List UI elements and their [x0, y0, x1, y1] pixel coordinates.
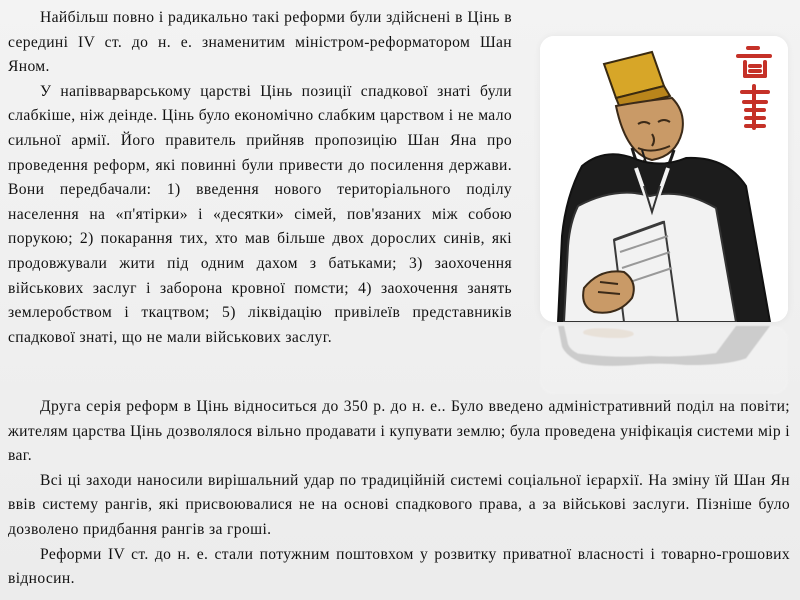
portrait-image	[540, 36, 788, 322]
portrait-illustration-icon	[540, 36, 788, 322]
paragraph-ranks-system: Всі ці заходи наносили вирішальний удар по традиційній системі соціальної ієрархії. На зміну їй Шан Ян ввів систему рангів, які присвоювалися не на основі спадкового права, а за військові заслуги. Пізніше було дозволено придбання рангів за гроші.	[8, 471, 790, 538]
paragraph-intro: Найбільш повно і радикально такі реформи були здійснені в Цінь в середині IV ст. до н. е. знаменитим міністром-реформатором Шан Яном.	[8, 9, 512, 76]
top-text-column	[8, 6, 512, 350]
bottom-text-block	[8, 395, 790, 592]
paragraph-reforms-list: У напівварварському царстві Цінь позиції спадкової знаті були слабкіше, ніж деінде. Цінь було економічно слабким царством і не мало сильної армії. Його правитель прийняв пропозицію Шан Яна про проведення реформ, які повинні були привести до посилення держави. Вони передбачали: 1) введення нового територіального поділу населення на «п'ятірки» і «десятки» сімей, пов'язаних між собою порукою; 2) покарання тих, хто мав більше двох дорослих синів, які продовжували жити під одним дахом з батьками; 3) заохочення військових заслуг і заборона кровної помсти; 4) заохочення занять землеробством і ткацтвом; 5) ліквідацію привілеїв представників спадкової знаті, що не мали військових заслуг.	[8, 82, 512, 346]
portrait-reflection-icon	[540, 326, 788, 394]
portrait-reflection	[540, 326, 788, 394]
paragraph-second-series: Друга серія реформ в Цінь відноситься до 350 р. до н. е.. Було введено адміністративний поділ на повіти; жителям царства Цінь дозволялося вільно продавати і купувати землю; була проведена уніфікація системи мір і ваг.	[8, 398, 790, 465]
paragraph-conclusion: Реформи IV ст. до н. е. стали потужним поштовхом у розвитку приватної власності і товарно-грошових відносин.	[8, 545, 790, 588]
